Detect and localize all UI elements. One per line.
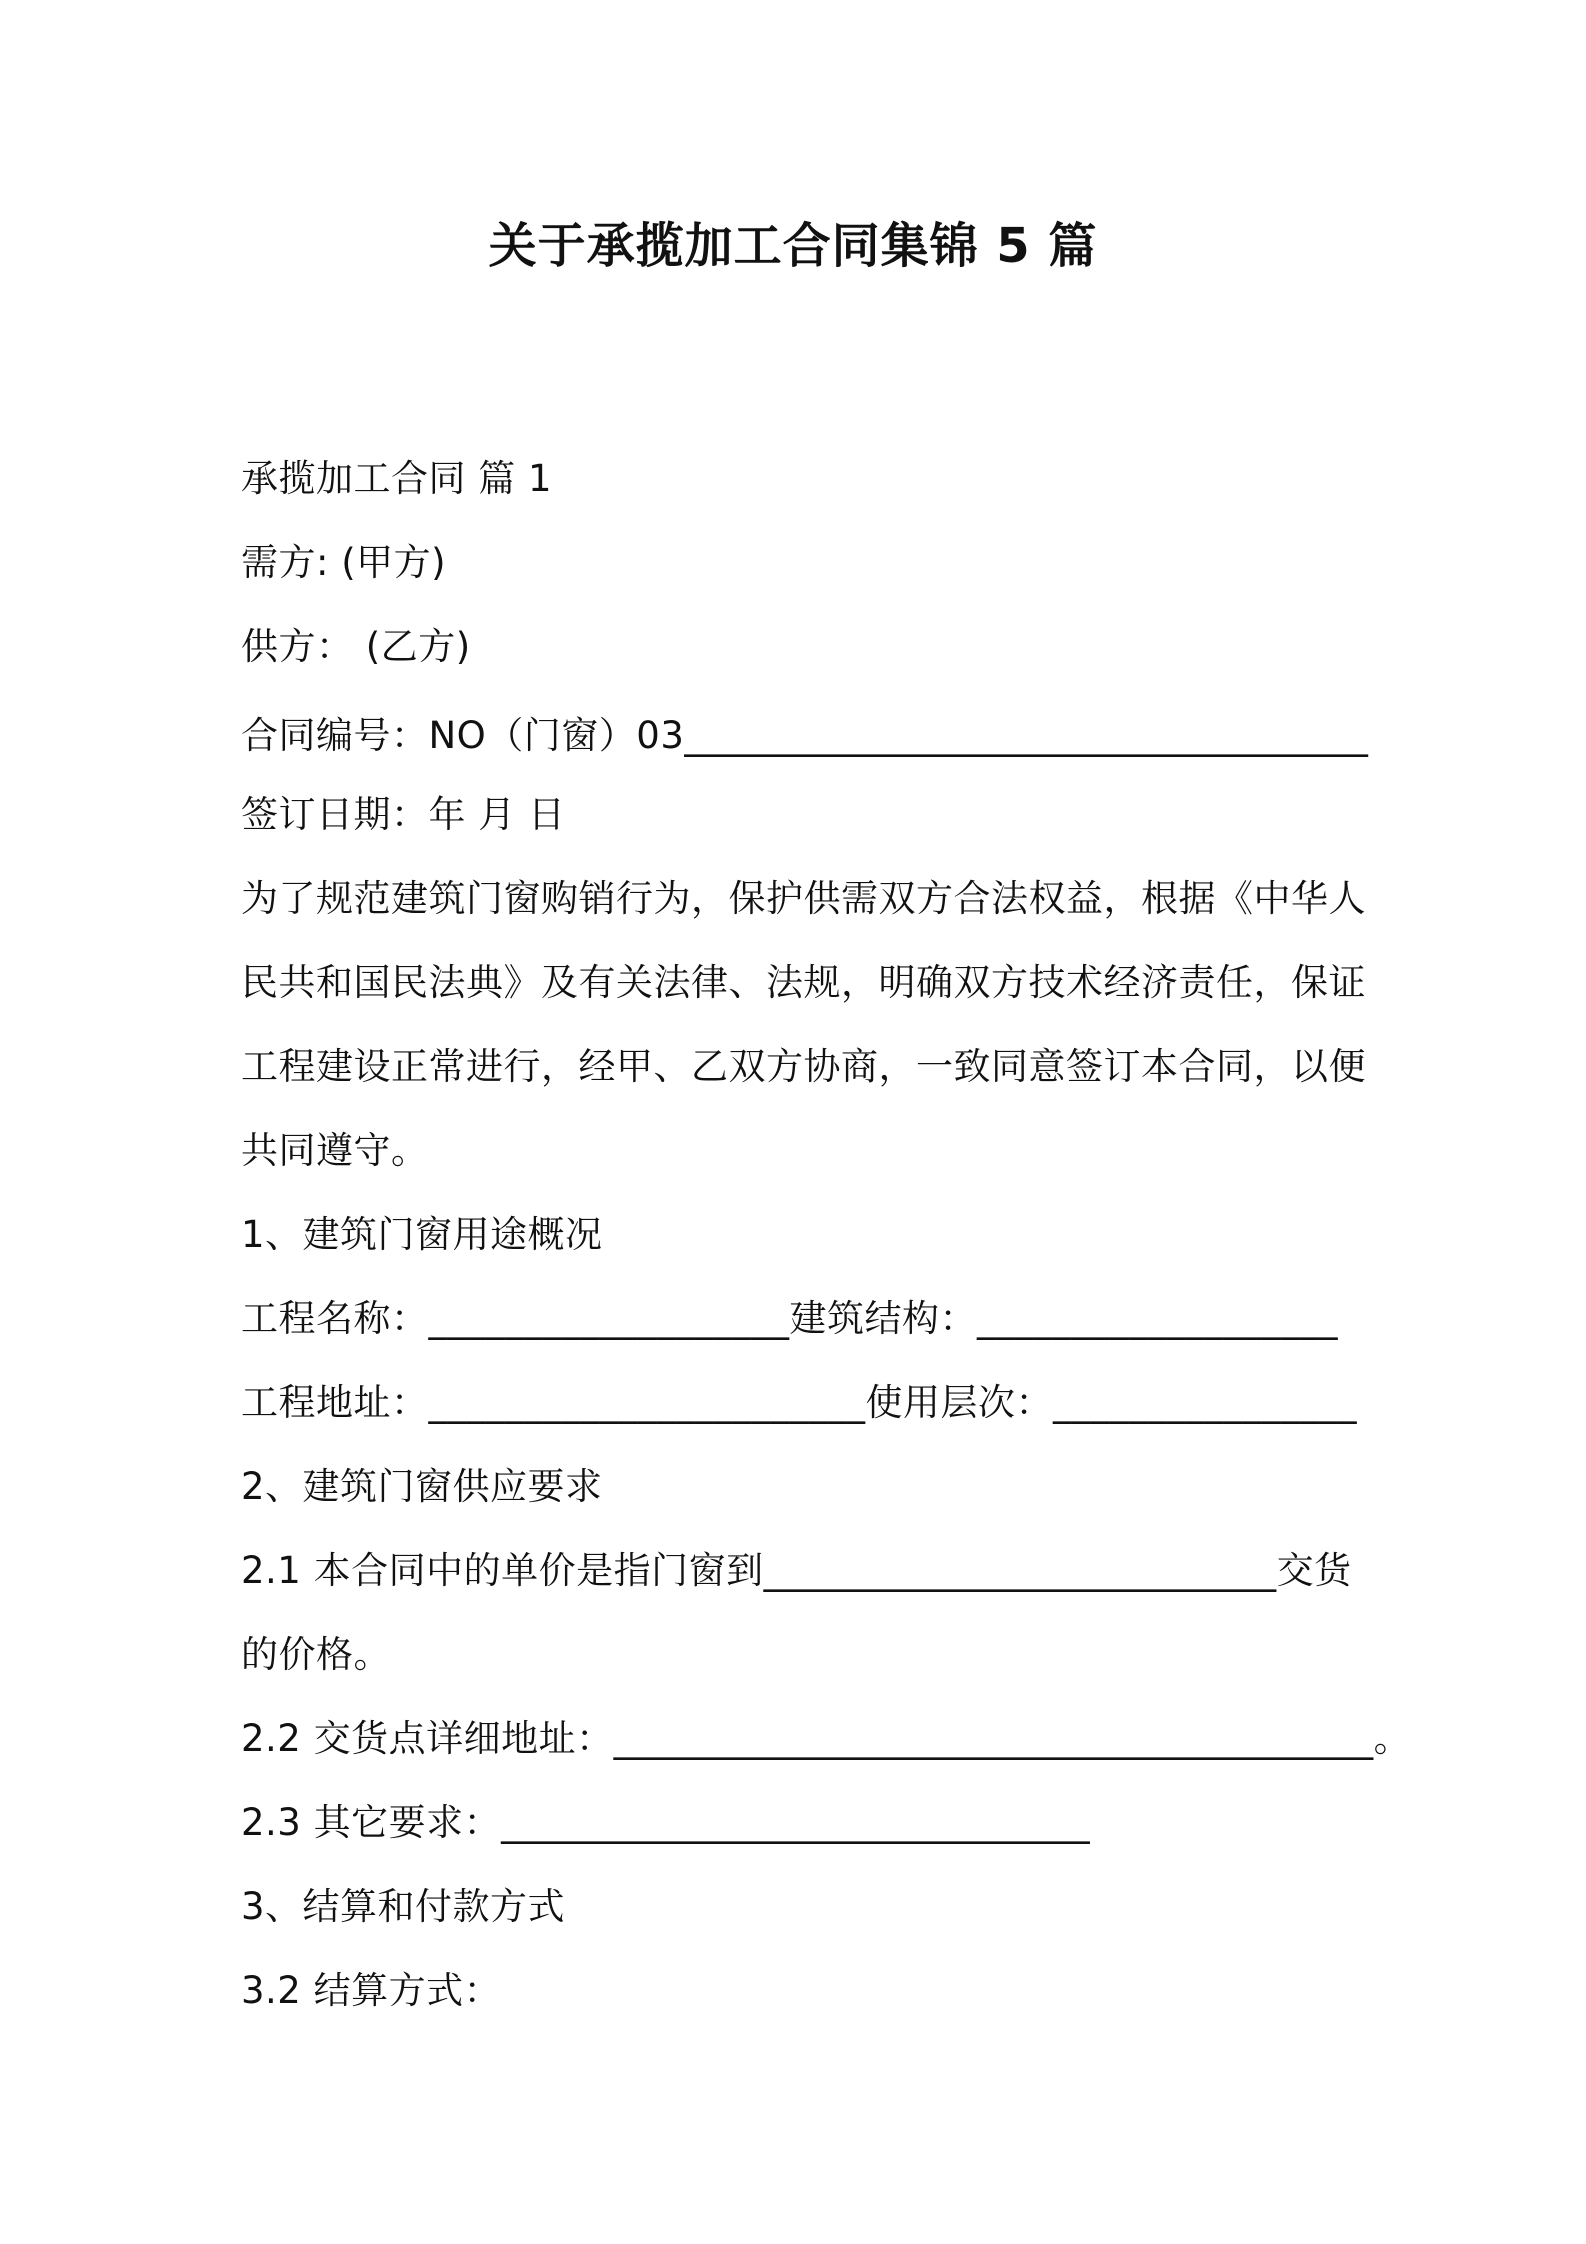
clause-2-1-line: 2.1 本合同中的单价是指门窗到___________________________交货 [241,1549,1352,1592]
paragraph-line: 为了规范建筑门窗购销行为，保护供需双方合法权益，根据《中华人 [241,877,1366,920]
clause-2-2-line: 2.2 交货点详细地址：________________________________________。 [241,1717,1412,1760]
contract-number-line: 合同编号：NO（门窗）03____________________________________ [241,714,1369,757]
document-title: 关于承揽加工合同集锦 5 篇 [488,218,1098,274]
project-address-line: 工程地址：_______________________使用层次：________________ [241,1381,1357,1424]
section-heading-2: 2、建筑门窗供应要求 [241,1465,603,1508]
section-heading-part-1: 承揽加工合同 篇 1 [241,457,553,500]
party-a-line: 需方: (甲方) [241,541,447,584]
section-heading-1: 1、建筑门窗用途概况 [241,1213,603,1256]
signing-date-line: 签订日期：年 月 日 [241,793,566,836]
clause-3-2-line: 3.2 结算方式： [241,1969,502,2012]
paragraph-line: 工程建设正常进行，经甲、乙双方协商，一致同意签订本合同，以便 [241,1045,1366,1088]
paragraph-line: 共同遵守。 [241,1129,429,1172]
paragraph-line: 民共和国民法典》及有关法律、法规，明确双方技术经济责任，保证 [241,961,1366,1004]
project-name-line: 工程名称：___________________建筑结构：___________________ [241,1297,1338,1340]
clause-2-3-line: 2.3 其它要求：_______________________________ [241,1801,1091,1844]
section-heading-3: 3、结算和付款方式 [241,1885,566,1928]
party-b-line: 供方： (乙方) [241,625,471,668]
clause-2-1-continuation: 的价格。 [241,1633,391,1676]
